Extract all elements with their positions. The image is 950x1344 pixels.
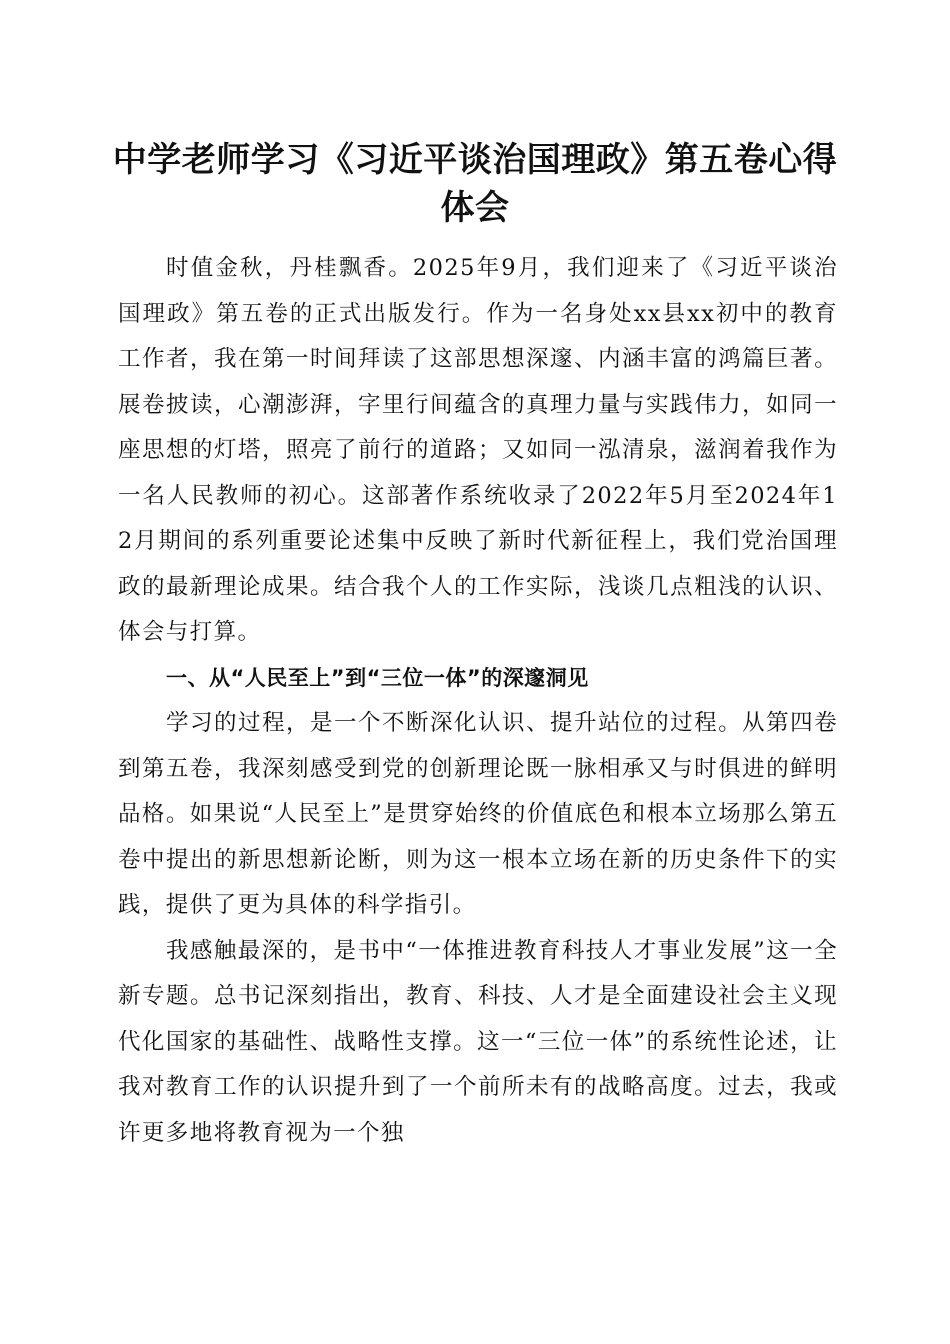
document-body: [118, 246, 838, 1156]
paragraph-section-1-a: 学习的过程，是一个不断深化认识、提升站位的过程。从第四卷到第五卷，我深刻感受到党的创新理论既一脉相承又与时俱进的鲜明品格。如果说“人民至上”是贯穿始终的价值底色和根本立场那么第五卷中提出的新思想新论断，则为这一根本立场在新的历史条件下的实践，提供了更为具体的科学指引。: [118, 710, 838, 918]
paragraph-intro: 时值金秋，丹桂飘香。2025年9月，我们迎来了《习近平谈治国理政》第五卷的正式出版发行。作为一名身处xx县xx初中的教育工作者，我在第一时间拜读了这部思想深邃、内涵丰富的鸿篇巨著。展卷披读，心潮澎湃，字里行间蕴含的真理力量与实践伟力，如同一座思想的灯塔，照亮了前行的道路；又如同一泓清泉，滋润着我作为一名人民教师的初心。这部著作系统收录了2022年5月至2024年12月期间的系列重要论述集中反映了新时代新征程上，我们党治国理政的最新理论成果。结合我个人的工作实际，浅谈几点粗浅的认识、体会与打算。: [118, 255, 838, 645]
paragraph-section-1-b: 我感触最深的，是书中“一体推进教育科技人才事业发展”这一全新专题。总书记深刻指出，教育、科技、人才是全面建设社会主义现代化国家的基础性、战略性支撑。这一“三位一体”的系统性论述，让我对教育工作的认识提升到了一个前所未有的战略高度。过去，我或许更多地将教育视为一个独: [118, 937, 838, 1146]
section-heading-1: 一、从“人民至上”到“三位一体”的深邃洞见: [166, 665, 589, 690]
document-title: 中学老师学习《习近平谈治国理政》第五卷心得体会: [112, 140, 838, 228]
